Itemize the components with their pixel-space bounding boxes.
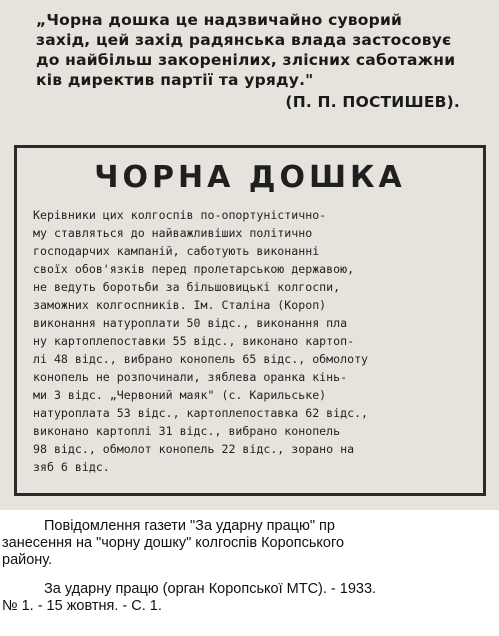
citation-line: За ударну працю (орган Коропської МТС). - 1933. <box>44 581 377 597</box>
article-line: виконано картоплі 31 відс., вибрано конопель <box>33 424 341 438</box>
article-line: не ведуть боротьби за більшовицькі колгоспи, <box>33 280 341 294</box>
epigraph-quote <box>36 10 496 112</box>
article-line: господарчих кампаній, саботують виконанні <box>33 244 320 258</box>
source-caption <box>0 518 499 615</box>
article-line: заможних колгоспників. Ім. Сталіна (Короп) <box>33 298 327 312</box>
article-line: Керівники цих колгоспів по-опортуністично- <box>33 208 327 222</box>
quote-line: до найбільш закоренілих, злісних саботажни <box>36 51 456 69</box>
caption-line: Повідомлення газети "За ударну працю" пр <box>44 518 335 534</box>
article-line: своїх обов'язків перед пролетарською державою, <box>33 262 355 276</box>
article-line: конопель не розпочинали, зяблева оранка кінь- <box>33 370 348 384</box>
quote-author: (П. П. ПОСТИШЕВ). <box>285 93 460 111</box>
quote-line: захід, цей захід радянська влада застосовує <box>36 31 452 49</box>
article-line: ну картоплепоставки 55 відс., виконано картоп- <box>33 334 355 348</box>
article-line: 98 відс., обмолот конопель 22 відс., зорано на <box>33 442 355 456</box>
caption-line: району. <box>2 552 53 568</box>
article-line: натуроплата 53 відс., картоплепоставка 62 відс., <box>33 406 369 420</box>
article-body <box>33 206 469 476</box>
black-board-frame <box>14 145 486 496</box>
article-line: зяб 6 відс. <box>33 460 110 474</box>
article-line: лі 48 відс., вибрано конопель 65 відс., обмолоту <box>33 352 369 366</box>
banner-title: ЧОРНА ДОШКА <box>94 160 406 195</box>
citation-line: № 1. - 15 жовтня. - С. 1. <box>2 598 162 614</box>
quote-line: ків директив партії та уряду." <box>36 71 314 89</box>
quote-line: „Чорна дошка це надзвичайно суворий <box>36 11 403 29</box>
article-line: ми 3 відс. „Червоний маяк" (с. Карильське) <box>33 388 327 402</box>
caption-line: занесення на "чорну дошку" колгоспів Коропського <box>2 535 345 551</box>
article-line: му ставляться до найважливіших політично <box>33 226 313 240</box>
article-line: виконання натуроплати 50 відс., виконання пла <box>33 316 348 330</box>
